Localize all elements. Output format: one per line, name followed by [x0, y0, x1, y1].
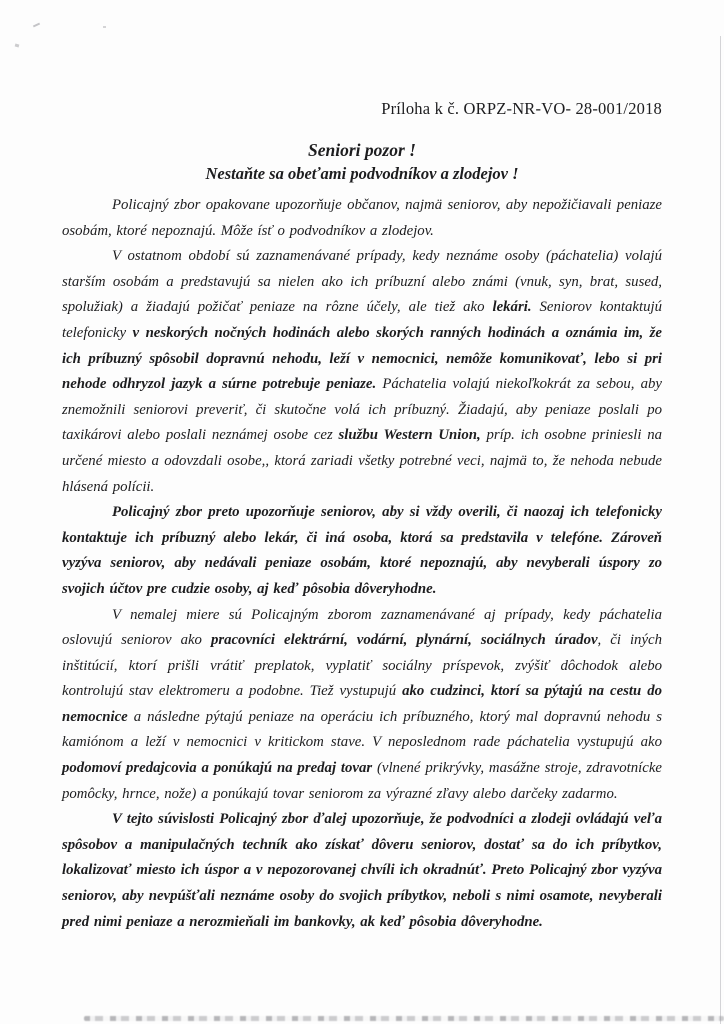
emphasized-text-run: lekári.: [492, 299, 532, 316]
emphasized-text-run: v neskorých nočných hodinách alebo skorých ranných hodinách a oznámia im, že ich príbuzný spôsobil dopravnú nehodu, leží v nemocnici, nemôže komunikovať, lebo si pri nehode odhryzol jazyk a súrne potrebuje peniaze.: [62, 324, 662, 393]
text-run: (vlnené prikrývky, masážne stroje, zdravotnícke pomôcky, hrnce, nože) a ponúkajú tovar seniorom za výrazné zľavy alebo darčeky zadarmo.: [62, 760, 662, 802]
scan-bottom-band: [84, 1016, 724, 1021]
paragraph: [62, 603, 662, 808]
text-run: Páchatelia volajú niekoľkokrát za sebou, aby znemožnili seniorovi preveriť, či skutočne volá ich príbuzný. Žiadajú, aby peniaze poslali po taxikárovi alebo poslali neznámej osobe cez: [62, 376, 662, 444]
emphasized-text-run: podomoví predajcovia a ponúkajú na predaj tovar: [62, 760, 373, 777]
text-run: , či iných inštitúcií, ktorí prišli vrátiť preplatok, vyplatiť sociálny príspevok, zvýšiť dôchodok alebo kontrolujú stav elektromeru a podobne. Tiež vystupujú: [62, 632, 662, 700]
document-title: Seniori pozor !: [308, 140, 416, 160]
text-run: príp. ich osobne priniesli na určené miesto a odovzdali osobe,, ktorá zariadi všetky potrebné veci, najmä to, že nehoda nebude hlásená polícii.: [62, 427, 662, 495]
text-run: Seniorov kontaktujú telefonicky: [62, 299, 662, 341]
emphasized-text-run: V tejto súvislosti Policajný zbor ďalej upozorňuje, že podvodníci a zlodeji ovládajú veľa spôsobov a manipulačných techník ako získať dôveru seniorov, dostať sa do ich príbytkov, lokalizovať miesto ich úspor a v nepozorovanej chvíli ich okradnúť. Preto Policajný zbor vyzýva seniorov, aby nevpúšťali neznáme osoby do svojich príbytkov, neboli s nimi osamote, nevyberali pred nimi peniaze a nerozmieňali im bankovky, ak keď pôsobia dôveryhodne.: [62, 811, 662, 930]
emphasized-text-run: službu Western Union,: [338, 427, 481, 444]
text-run: V nemalej miere sú Policajným zborom zaznamenávané aj prípady, kedy páchatelia oslovujú seniorov ako: [62, 606, 662, 649]
paragraph: [62, 193, 662, 244]
emphasized-text-run: Policajný zbor preto upozorňuje seniorov, aby si vždy overili, či naozaj ich telefonicky kontaktuje ich príbuzný alebo lekár, či iná osoba, ktorá sa predstavila v telefóne. Zároveň vyzýva seniorov, aby nedávali peniaze osobám, ktoré nepoznajú, aby nevyberali úspory zo svojich účtov pre cudzie osoby, aj keď pôsobia dôveryhodne.: [62, 504, 662, 597]
emphasized-text-run: ako cudzinci, ktorí sa pýtajú na cestu do nemocnice: [62, 683, 662, 725]
document-reference: Príloha k č. ORPZ-NR-VO- 28-001/2018: [381, 99, 662, 118]
scan-mark-icon: [33, 23, 40, 28]
paragraph: [62, 807, 662, 935]
paragraph: [62, 244, 662, 500]
scan-mark-icon: [103, 26, 106, 28]
text-run: V ostatnom období sú zaznamenávané prípady, kedy neznáme osoby (páchatelia) volajú starším osobám a predstavujú sa nielen ako ich príbuzní alebo známi (vnuk, syn, brat, sused, spolužiak) a žiadajú požičať peniaze na rôzne účely, ale tiež ako: [62, 248, 662, 316]
text-run: a následne pýtajú peniaze na operáciu ich príbuzného, ktorý mal dopravnú nehodu s kamiónom a leží v nemocnici v kritickom stave. V neposlednom rade páchatelia vystupujú ako: [62, 708, 662, 751]
scan-edge-line: [720, 36, 721, 1024]
text-run: Policajný zbor opakovane upozorňuje občanov, najmä seniorov, aby nepožičiavali peniaze osobám, ktoré nepoznajú. Môže ísť o podvodníkov a zlodejov.: [62, 197, 662, 239]
scan-mark-icon: [15, 44, 20, 48]
document-body: [62, 193, 662, 935]
document-subtitle: Nestaňte sa obeťami podvodníkov a zlodejov !: [205, 164, 519, 183]
emphasized-text-run: pracovníci elektrární, vodární, plynární, sociálnych úradov: [210, 632, 598, 649]
paragraph: [62, 500, 662, 602]
document-heading: [62, 138, 662, 185]
